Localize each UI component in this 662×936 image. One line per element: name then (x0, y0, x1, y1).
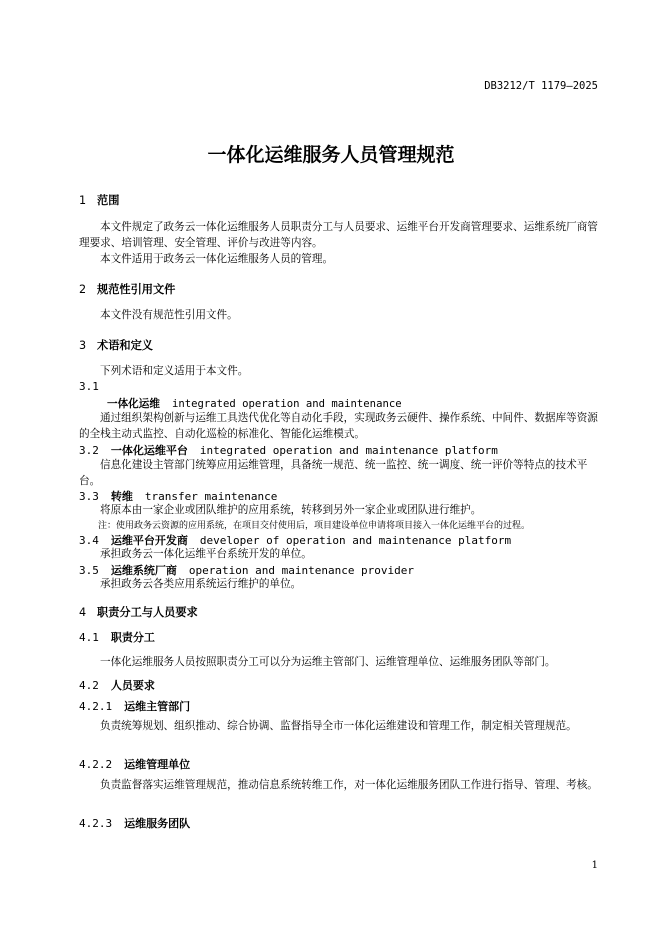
term-number: 3.5 (79, 564, 99, 577)
term-3-1-definition: 通过组织架构创新与运维工具迭代优化等自动化手段，实现政务云硬件、操作系统、中间件、数据库等资源的全栈主动式监控、自动化巡检的标准化、智能化运维模式。 (79, 412, 598, 440)
section-4-2-1-paragraph: 负责统筹规划、组织推动、综合协调、监督指导全市一体化运维建设和管理工作，制定相关管理规范。 (100, 720, 577, 732)
term-chinese: 一体化运维平台 (110, 444, 188, 457)
section-4-1-heading (79, 629, 155, 645)
term-english: integrated operation and maintenance (171, 398, 402, 410)
section-number: 4.2 (79, 679, 99, 692)
scope-paragraph-1: 本文件规定了政务云一体化运维服务人员职责分工与人员要求、运维平台开发商管理要求、运维系统厂商管理要求、培训管理、安全管理、评价与改进等内容。 (79, 221, 598, 249)
section-title: 范围 (97, 194, 120, 207)
term-3-3-definition: 将原本由一家企业或团队维护的应用系统，转移到另外一家企业或团队进行维护。 (100, 504, 482, 516)
standard-number: DB3212/T 1179—2025 (484, 80, 598, 92)
term-chinese: 转维 (110, 490, 133, 503)
term-number: 3.2 (79, 444, 99, 457)
section-title: 运维主管部门 (124, 700, 191, 713)
section-4-1-paragraph: 一体化运维服务人员按照职责分工可以分为运维主管部门、运维管理单位、运维服务团队等部门。 (100, 656, 556, 668)
section-4-2-2-paragraph: 负责监督落实运维管理规范，推动信息系统转维工作，对一体化运维服务团队工作进行指导、管理、考核。 (100, 779, 598, 791)
term-3-1-number: 3.1 (79, 380, 99, 393)
term-3-5-definition: 承担政务云各类应用系统运行维护的单位。 (100, 578, 302, 590)
section-number: 1 (79, 194, 87, 207)
section-title: 职责分工 (110, 631, 155, 644)
section-number: 4.2.3 (79, 817, 113, 830)
term-number: 3.3 (79, 490, 99, 503)
term-english: developer of operation and maintenance platform (199, 534, 512, 547)
section-3-heading (79, 337, 153, 353)
section-title: 人员要求 (110, 679, 155, 692)
term-3-1 (107, 396, 402, 411)
section-number: 4 (79, 606, 87, 619)
section-4-2-3-heading (79, 815, 190, 831)
section-title: 术语和定义 (97, 339, 153, 352)
page-number: 1 (591, 860, 598, 871)
scope-paragraph-2: 本文件适用于政务云一体化运维服务人员的管理。 (100, 253, 334, 265)
section-number: 2 (79, 283, 87, 296)
section-4-heading (79, 604, 198, 620)
term-english: transfer maintenance (144, 490, 278, 503)
term-number: 3.4 (79, 534, 99, 547)
section-title: 运维管理单位 (124, 758, 191, 771)
term-english: operation and maintenance provider (188, 564, 415, 577)
section-number: 4.2.2 (79, 758, 113, 771)
section-4-2-1-heading (79, 698, 190, 714)
term-3-3-note: 注：使用政务云资源的应用系统，在项目交付使用后，项目建设单位申请将项目接入一体化运维平台的过程。 (98, 521, 531, 531)
normative-references-paragraph: 本文件没有规范性引用文件。 (100, 309, 238, 321)
section-1-heading (79, 192, 119, 208)
term-english: integrated operation and maintenance platform (199, 444, 498, 457)
term-3-2-definition: 信息化建设主管部门统筹应用运维管理，具备统一规范、统一监控、统一调度、统一评价等特点的技术平台。 (79, 459, 588, 487)
term-3-4-definition: 承担政务云一体化运维平台系统开发的单位。 (100, 548, 312, 560)
document-title: 一体化运维服务人员管理规范 (207, 144, 455, 166)
term-3-2 (79, 442, 498, 458)
section-2-heading (79, 281, 175, 297)
section-number: 3 (79, 339, 87, 352)
section-title: 规范性引用文件 (97, 283, 176, 296)
section-title: 职责分工与人员要求 (97, 606, 198, 619)
term-chinese: 运维系统厂商 (110, 564, 177, 577)
section-number: 4.1 (79, 631, 99, 644)
terms-intro: 下列术语和定义适用于本文件。 (100, 365, 249, 377)
section-4-2-2-heading (79, 756, 190, 772)
section-4-2-heading (79, 677, 155, 693)
term-chinese: 一体化运维 (107, 398, 160, 410)
term-chinese: 运维平台开发商 (110, 534, 188, 547)
section-title: 运维服务团队 (124, 817, 191, 830)
section-number: 4.2.1 (79, 700, 113, 713)
